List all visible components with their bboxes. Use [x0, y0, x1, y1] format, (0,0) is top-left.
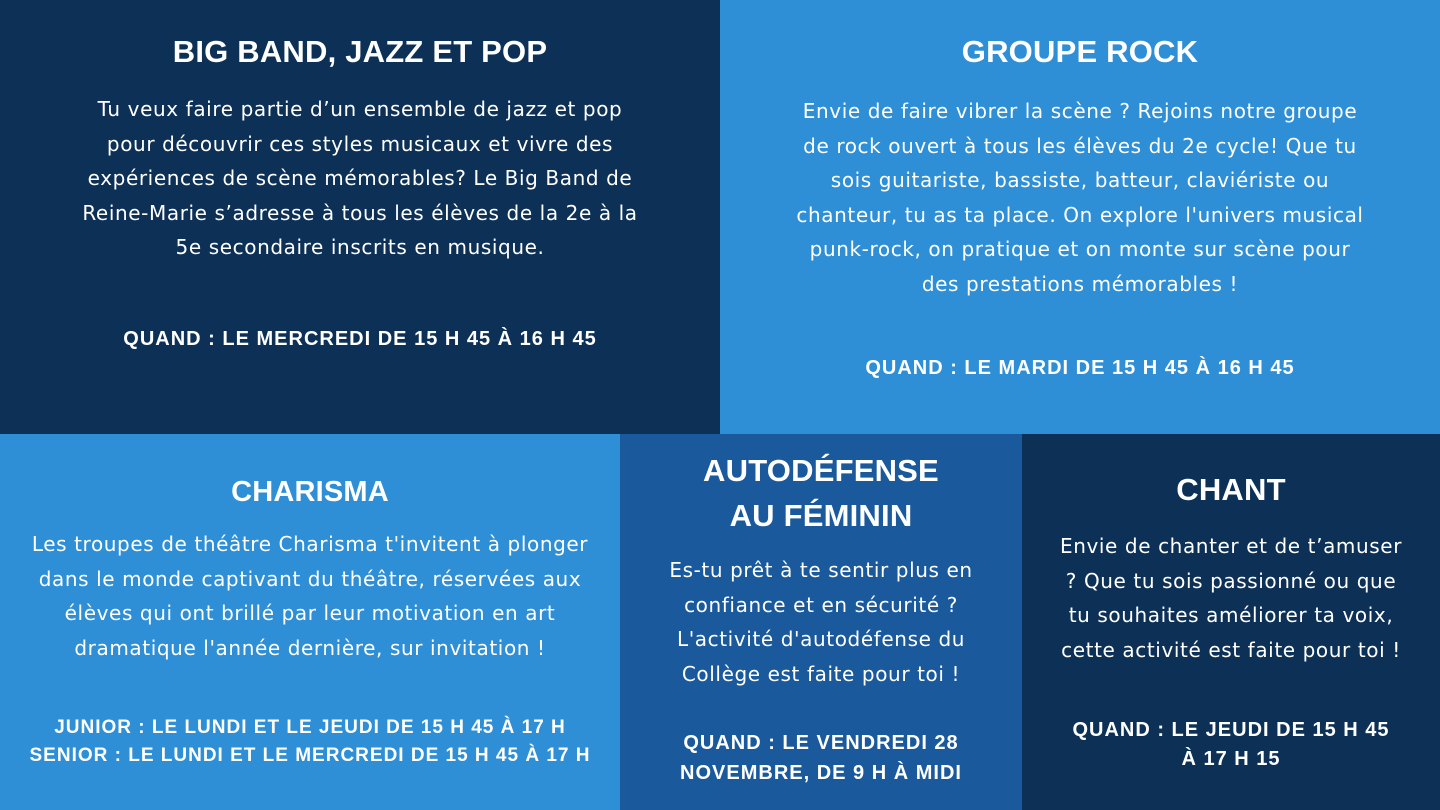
panel-description: [636, 553, 1006, 691]
schedule: [1022, 716, 1440, 774]
title-line: AUTODÉFENSE: [703, 453, 939, 488]
panel-charisma: [0, 434, 620, 810]
description-line: Les troupes de théâtre Charisma t'invitent à plonger: [31, 532, 589, 556]
description-line: élèves qui ont brillé par leur motivation en art: [64, 601, 556, 625]
schedule: [0, 328, 720, 351]
description-line: de rock ouvert à tous les élèves du 2e cycle! Que tu: [803, 133, 1357, 158]
description-line: confiance et en sécurité ?: [684, 592, 958, 617]
description-line: dramatique l'année dernière, sur invitation !: [74, 635, 546, 660]
panel-description: [775, 94, 1385, 301]
description-line: expériences de scène mémorables? Le Big Band de: [87, 166, 633, 190]
schedule-line: QUAND : LE MERCREDI DE 15 H 45 À 16 H 45: [123, 328, 597, 350]
panel-groupe-rock: [720, 0, 1440, 434]
description-line: ? Que tu sois passionné ou que: [1065, 568, 1397, 593]
schedule-line: QUAND : LE VENDREDI 28: [683, 732, 959, 754]
panel-chant: [1022, 434, 1440, 810]
schedule: [620, 728, 1022, 788]
description-line: pour découvrir ces styles musicaux et vivre des: [106, 131, 614, 156]
description-line: dans le monde captivant du théâtre, réservées aux: [38, 566, 582, 591]
panel-title: CHARISMA: [231, 476, 389, 508]
schedule-line: À 17 H 15: [1181, 748, 1281, 770]
schedule: [0, 714, 620, 770]
description-line: sois guitariste, bassiste, batteur, claviériste ou: [830, 168, 1330, 192]
description-line: cette activité est faite pour toi !: [1061, 637, 1401, 662]
panel-title: BIG BAND, JAZZ ET POP: [172, 34, 548, 69]
schedule-line: NOVEMBRE, DE 9 H À MIDI: [680, 762, 962, 784]
description-line: L'activité d'autodéfense du: [676, 627, 966, 651]
description-line: 5e secondaire inscrits en musique.: [175, 235, 545, 259]
description-line: tu souhaites améliorer ta voix,: [1068, 603, 1394, 627]
schedule-line: QUAND : LE MARDI DE 15 H 45 À 16 H 45: [865, 357, 1295, 379]
panel-big-band: [0, 0, 720, 434]
description-line: des prestations mémorables !: [921, 271, 1239, 296]
panel-title: CHANT: [1176, 472, 1286, 507]
title-line: AU FÉMININ: [729, 498, 913, 533]
description-line: chanteur, tu as ta place. On explore l'univers musical: [796, 202, 1364, 227]
description-line: punk-rock, on pratique et on monte sur scène pour: [809, 237, 1351, 261]
description-line: Es-tu prêt à te sentir plus en: [669, 558, 973, 582]
description-line: Envie de chanter et de t’amuser: [1059, 534, 1403, 558]
description-line: Envie de faire vibrer la scène ? Rejoins notre groupe: [802, 99, 1358, 123]
panel-description: [5, 527, 615, 665]
description-line: Collège est faite pour toi !: [681, 661, 961, 686]
schedule: [720, 357, 1440, 380]
panel-title: GROUPE ROCK: [961, 34, 1199, 69]
panel-description: [60, 92, 660, 265]
panel-description: [1045, 529, 1417, 667]
description-line: Tu veux faire partie d’un ensemble de jazz et pop: [97, 97, 623, 121]
schedule-line: QUAND : LE JEUDI DE 15 H 45: [1072, 719, 1390, 741]
schedule-line-senior: SENIOR : LE LUNDI ET LE MERCREDI DE 15 H 45 À 17 H: [29, 745, 591, 766]
schedule-line-junior: JUNIOR : LE LUNDI ET LE JEUDI DE 15 H 45 À 17 H: [54, 717, 566, 738]
panel-title: [620, 448, 1022, 538]
description-line: Reine-Marie s’adresse à tous les élèves de la 2e à la: [82, 200, 638, 225]
panel-autodefense: [620, 434, 1022, 810]
